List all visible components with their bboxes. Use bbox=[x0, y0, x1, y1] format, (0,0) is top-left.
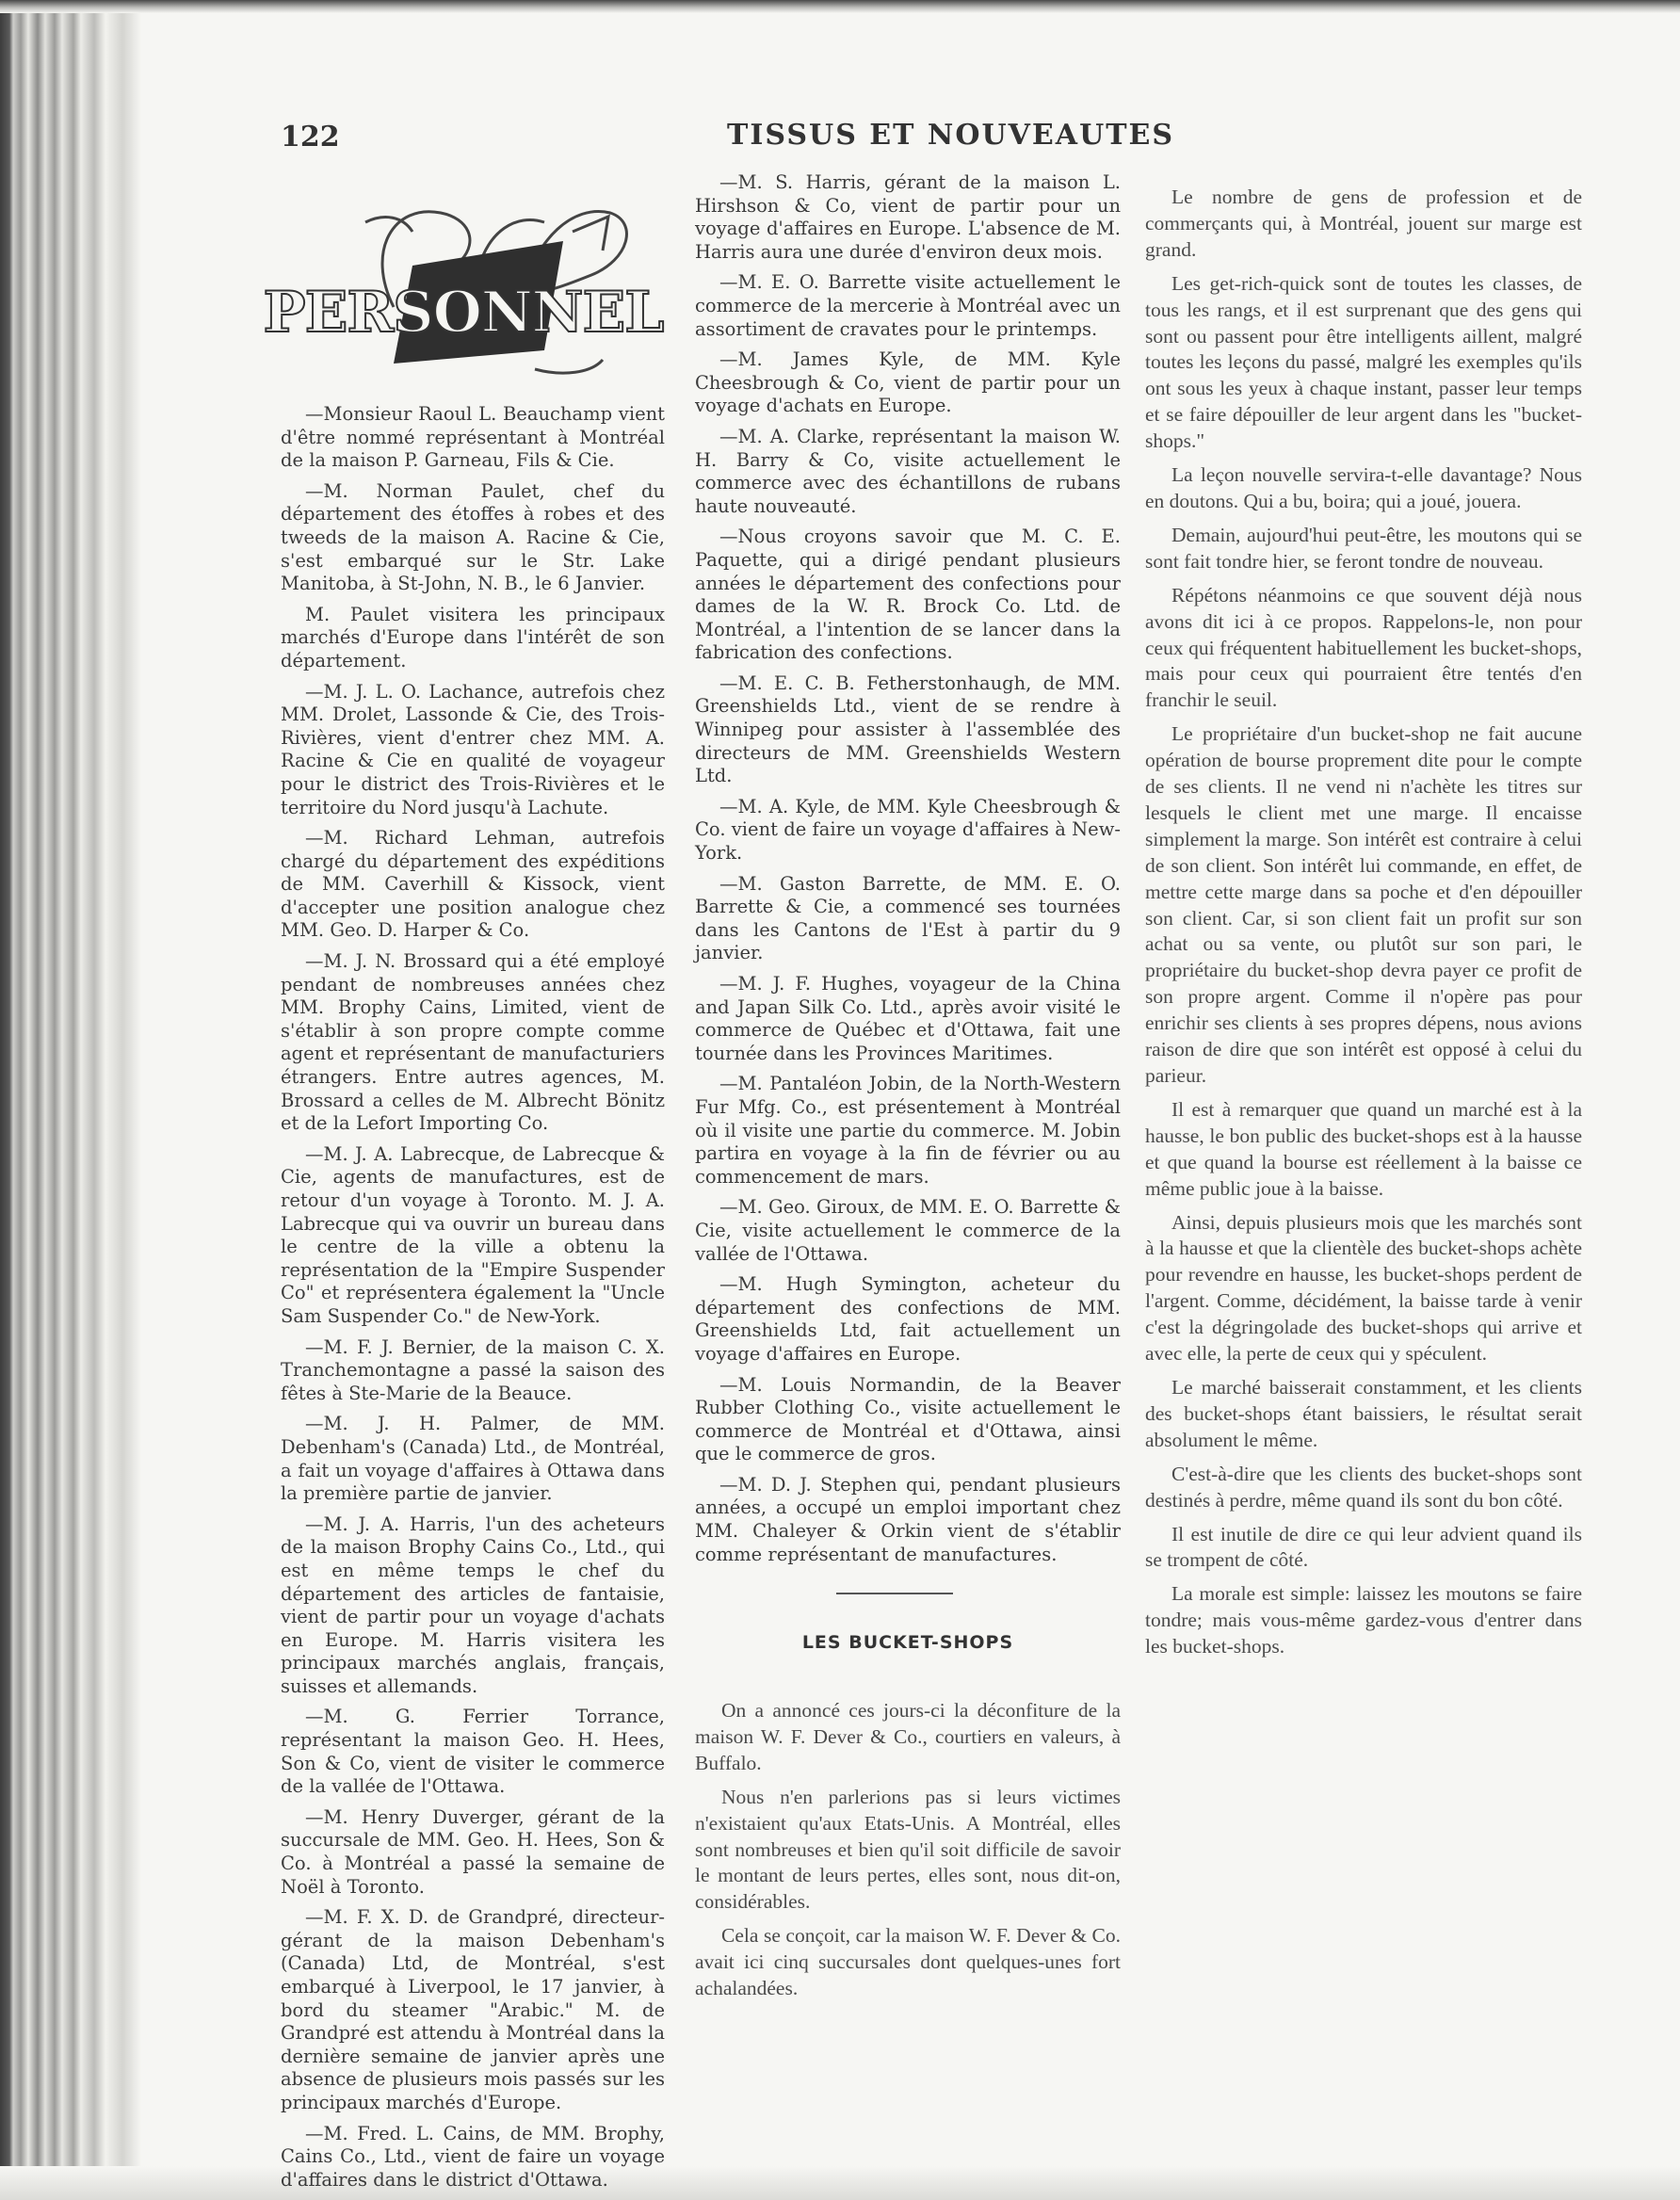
article-paragraph: La leçon nouvelle servira-t-elle davantage? Nous en doutons. Qui a bu, boira; qui a joué, jouera. bbox=[1145, 463, 1582, 512]
article-paragraph: Répétons néanmoins ce que souvent déjà nous avons dit ici à ce propos. Rappelons-le, non pour ceux qui fréquentent habituellement les bucket-shops, mais pour ceux qui pourraient être tentés d'en franchir le seuil. bbox=[1145, 583, 1582, 712]
personnel-column-left bbox=[281, 403, 665, 2199]
article-paragraph: Le nombre de gens de profession et de commerçants qui, à Montréal, jouent sur marge est grand. bbox=[1145, 186, 1582, 261]
news-item: —M. D. J. Stephen qui, pendant plusieurs années, a occupé un emploi important chez MM. Chaleyer & Orkin vient de s'établir comme représentant de manufactures. bbox=[695, 1473, 1121, 1565]
news-item: —M. J. F. Hughes, voyageur de la China and Japan Silk Co. Ltd., après avoir visité le commerce de Québec et d'Ottawa, fait une tournée dans les Provinces Maritimes. bbox=[695, 973, 1121, 1064]
article-paragraph: Demain, aujourd'hui peut-être, les moutons qui se sont fait tondre hier, se feront tondre de nouveau. bbox=[1145, 523, 1582, 573]
article-paragraph: Le marché baisserait constamment, et les clients des bucket-shops étant baissiers, le résultat serait absolument le même. bbox=[1145, 1375, 1582, 1451]
news-item: —M. A. Kyle, de MM. Kyle Cheesbrough & Co. vient de faire un voyage d'affaires à New-York. bbox=[695, 795, 1121, 865]
logo-text: PERSONNEL bbox=[263, 280, 664, 346]
news-item: —Monsieur Raoul L. Beauchamp vient d'être nommé représentant à Montréal de la maison P. Garneau, Fils & Cie. bbox=[281, 403, 665, 472]
section-heading: LES BUCKET-SHOPS bbox=[801, 1632, 1014, 1653]
book-binding-edges bbox=[0, 0, 141, 2200]
section-divider bbox=[836, 1593, 953, 1594]
news-item: —M. J. N. Brossard qui a été employé pendant de nombreuses années chez MM. Brophy Cains, Limited, vient de s'établir à son propre compte comme agent et représentant de manufacturiers étrangers. Entre autres agences, M. Brossard a celles de M. Albrecht Bönitz et de la Lefort Importing Co. bbox=[281, 950, 665, 1135]
news-item: —M. J. A. Labrecque, de Labrecque & Cie, agents de manufactures, est de retour d'un voyage à Toronto. M. J. A. Labrecque qui va ouvrir un bureau dans le centre de la ville a obtenu la représentation de la "Empire Suspender Co" et représentera également la "Uncle Sam Suspender Co." de New-York. bbox=[281, 1142, 665, 1327]
news-item: —M. James Kyle, de MM. Kyle Cheesbrough & Co, vient de partir pour un voyage d'achats en Europe. bbox=[695, 348, 1121, 417]
article-paragraph: C'est-à-dire que les clients des bucket-shops sont destinés à perdre, même quand ils sont du bon côté. bbox=[1145, 1462, 1582, 1512]
article-paragraph: Les get-rich-quick sont de toutes les classes, de tous les rangs, et il est surprenant que des gens qui sont ou passent pour être intelligents aillent, malgré toutes les leçons du passé, malgré les exemples qu'ils ont sous les yeux à chaque instant, passer leur temps et se faire dépouiller de leur argent dans les "bucket-shops." bbox=[1145, 271, 1582, 453]
news-item: —M. F. X. D. de Grandpré, directeur-gérant de la maison Debenham's (Canada) Ltd, de Montréal, s'est embarqué à Liverpool, le 17 janvier, à bord du steamer "Arabic." M. de Grandpré est attendu à Montréal dans la dernière semaine de janvier après une absence de plusieurs mois passés sur les principaux marchés d'Europe. bbox=[281, 1906, 665, 2113]
article-paragraph: Il est inutile de dire ce qui leur advient quand ils se trompent de côté. bbox=[1145, 1522, 1582, 1572]
news-item: —M. Louis Normandin, de la Beaver Rubber Clothing Co., visite actuellement le commerce de Montréal et d'Ottawa, ainsi que le commerce de gros. bbox=[695, 1373, 1121, 1465]
bucket-shops-column-right bbox=[1145, 185, 1582, 1668]
article-paragraph: La morale est simple: laissez les moutons se faire tondre; mais vous-même gardez-vous d'entrer dans les bucket-shops. bbox=[1145, 1582, 1582, 1658]
bottom-shadow bbox=[0, 2166, 1680, 2200]
page-number: 122 bbox=[281, 121, 340, 154]
news-item: —M. Richard Lehman, autrefois chargé du département des expéditions de MM. Caverhill & Kissock, vient d'accepter une position analogue chez MM. Geo. D. Harper & Co. bbox=[281, 827, 665, 942]
news-item: —M. G. Ferrier Torrance, représentant la maison Geo. H. Hees, Son & Co, vient de visiter le commerce de la vallée de l'Ottawa. bbox=[281, 1706, 665, 1798]
news-item: —M. Pantaléon Jobin, de la North-Western Fur Mfg. Co., est présentement à Montréal où il visite une partie du commerce. M. Jobin partira en voyage à la fin de février ou au commencement de mars. bbox=[695, 1073, 1121, 1188]
article-paragraph: Cela se conçoit, car la maison W. F. Dever & Co. avait ici cinq succursales dont quelques-unes fort achalandées. bbox=[695, 1924, 1121, 2000]
article-paragraph: Il est à remarquer que quand un marché est à la hausse, le bon public des bucket-shops est à la hausse et que quand la bourse est réellement à la baisse ce même public joue à la baisse. bbox=[1145, 1097, 1582, 1200]
news-item: —M. Henry Duverger, gérant de la succursale de MM. Geo. H. Hees, Son & Co. à Montréal a passé la semaine de Noël à Toronto. bbox=[281, 1805, 665, 1898]
personnel-column-middle bbox=[695, 171, 1121, 1574]
news-item: —M. S. Harris, gérant de la maison L. Hirshson & Co, vient de partir pour un voyage d'affaires en Europe. L'absence de M. Harris aura une durée d'environ deux mois. bbox=[695, 171, 1121, 263]
news-item: —M. F. J. Bernier, de la maison C. X. Tranchemontagne a passé la saison des fêtes à Ste-Marie de la Beauce. bbox=[281, 1335, 665, 1404]
news-item: M. Paulet visitera les principaux marchés d'Europe dans l'intérêt de son département. bbox=[281, 603, 665, 671]
running-head: TISSUS ET NOUVEAUTES bbox=[727, 119, 1175, 152]
news-item: —M. Gaston Barrette, de MM. E. O. Barrette & Cie, a commencé ses tournées dans les Cantons de l'Est à partir du 9 janvier. bbox=[695, 872, 1121, 964]
news-item: —M. Fred. L. Cains, de MM. Brophy, Cains Co., Ltd., vient de faire un voyage d'affaires dans le district d'Ottawa. bbox=[281, 2122, 665, 2191]
news-item: —M. E. C. B. Fetherstonhaugh, de MM. Greenshields Ltd., vient de se rendre à Winnipeg pour assister à l'assemblée des directeurs de MM. Greenshields Western Ltd. bbox=[695, 671, 1121, 787]
news-item: —Nous croyons savoir que M. C. E. Paquette, qui a dirigé pendant plusieurs années le département des confections pour dames de la W. R. Brock Co. Ltd. de Montréal, a l'intention de se lancer dans la fabrication des confections. bbox=[695, 526, 1121, 664]
article-paragraph: Le propriétaire d'un bucket-shop ne fait aucune opération de bourse proprement dite pour le compte de ses clients. Il ne vend ni n'achète les titres sur lesquels le client met une marge. Il encaisse simplement la marge. Son intérêt est contraire à celui de son client. Son intérêt lui commande, en effet, de mettre cette marge dans sa poche et d'en dépouiller son client. Car, si son client fait un profit sur son achat ou sa vente, ou plutôt sur son pari, le propriétaire du bucket-shop devra payer ce profit de son propre argent. Comme il n'opère pas pour enrichir ses clients à ses propres dépens, nous avions raison de dire que son intérêt est opposé à celui du parieur. bbox=[1145, 722, 1582, 1087]
news-item: —M. Geo. Giroux, de MM. E. O. Barrette & Cie, visite actuellement le commerce de la vallée de l'Ottawa. bbox=[695, 1196, 1121, 1265]
news-item: —M. A. Clarke, représentant la maison W. H. Barry & Co, visite actuellement le commerce avec des échantillons de rubans haute nouveauté. bbox=[695, 425, 1121, 517]
article-paragraph: On a annoncé ces jours-ci la déconfiture de la maison W. F. Dever & Co., courtiers en valeurs, à Buffalo. bbox=[695, 1699, 1121, 1774]
personnel-logo bbox=[252, 185, 674, 392]
article-paragraph: Ainsi, depuis plusieurs mois que les marchés sont à la hausse et que la clientèle des bucket-shops achète pour revendre en hausse, les bucket-shops perdent de l'argent. Comme, décidément, la baisse tarde à venir c'est la dégringolade des bucket-shops qui arrive et avec elle, la perte de ceux qui y spéculent. bbox=[1145, 1210, 1582, 1366]
news-item: —M. Norman Paulet, chef du département des étoffes à robes et des tweeds de la maison A. Racine & Cie, s'est embarqué sur le Str. Lake Manitoba, à St-John, N. B., le 6 Janvier. bbox=[281, 479, 665, 595]
bucket-shops-intro bbox=[695, 1698, 1121, 2010]
article-paragraph: Nous n'en parlerions pas si leurs victimes n'existaient qu'aux Etats-Unis. A Montréal, elles sont nombreuses et bien qu'il soit difficile de savoir le montant de leurs pertes, elles sont, nous dit-on, considérables. bbox=[695, 1785, 1121, 1914]
news-item: —M. E. O. Barrette visite actuellement le commerce de la mercerie à Montréal avec un assortiment de cravates pour le printemps. bbox=[695, 271, 1121, 340]
news-item: —M. J. H. Palmer, de MM. Debenham's (Canada) Ltd., de Montréal, a fait un voyage d'affaires à Ottawa dans la première partie de janvier. bbox=[281, 1413, 665, 1505]
top-shadow bbox=[0, 0, 1680, 13]
news-item: —M. Hugh Symington, acheteur du département des confections de MM. Greenshields Ltd, fait actuellement un voyage d'affaires en Europe. bbox=[695, 1273, 1121, 1365]
news-item: —M. J. L. O. Lachance, autrefois chez MM. Drolet, Lassonde & Cie, des Trois-Rivières, vient d'entrer chez MM. A. Racine & Cie en qualité de voyageur pour le district des Trois-Rivières et le territoire du Nord jusqu'à Lachute. bbox=[281, 680, 665, 818]
news-item: —M. J. A. Harris, l'un des acheteurs de la maison Brophy Cains Co., Ltd., qui est en même temps le chef du département des articles de fantaisie, vient de partir pour un voyage d'achats en Europe. M. Harris visitera les principaux marchés anglais, français, suisses et allemands. bbox=[281, 1512, 665, 1697]
